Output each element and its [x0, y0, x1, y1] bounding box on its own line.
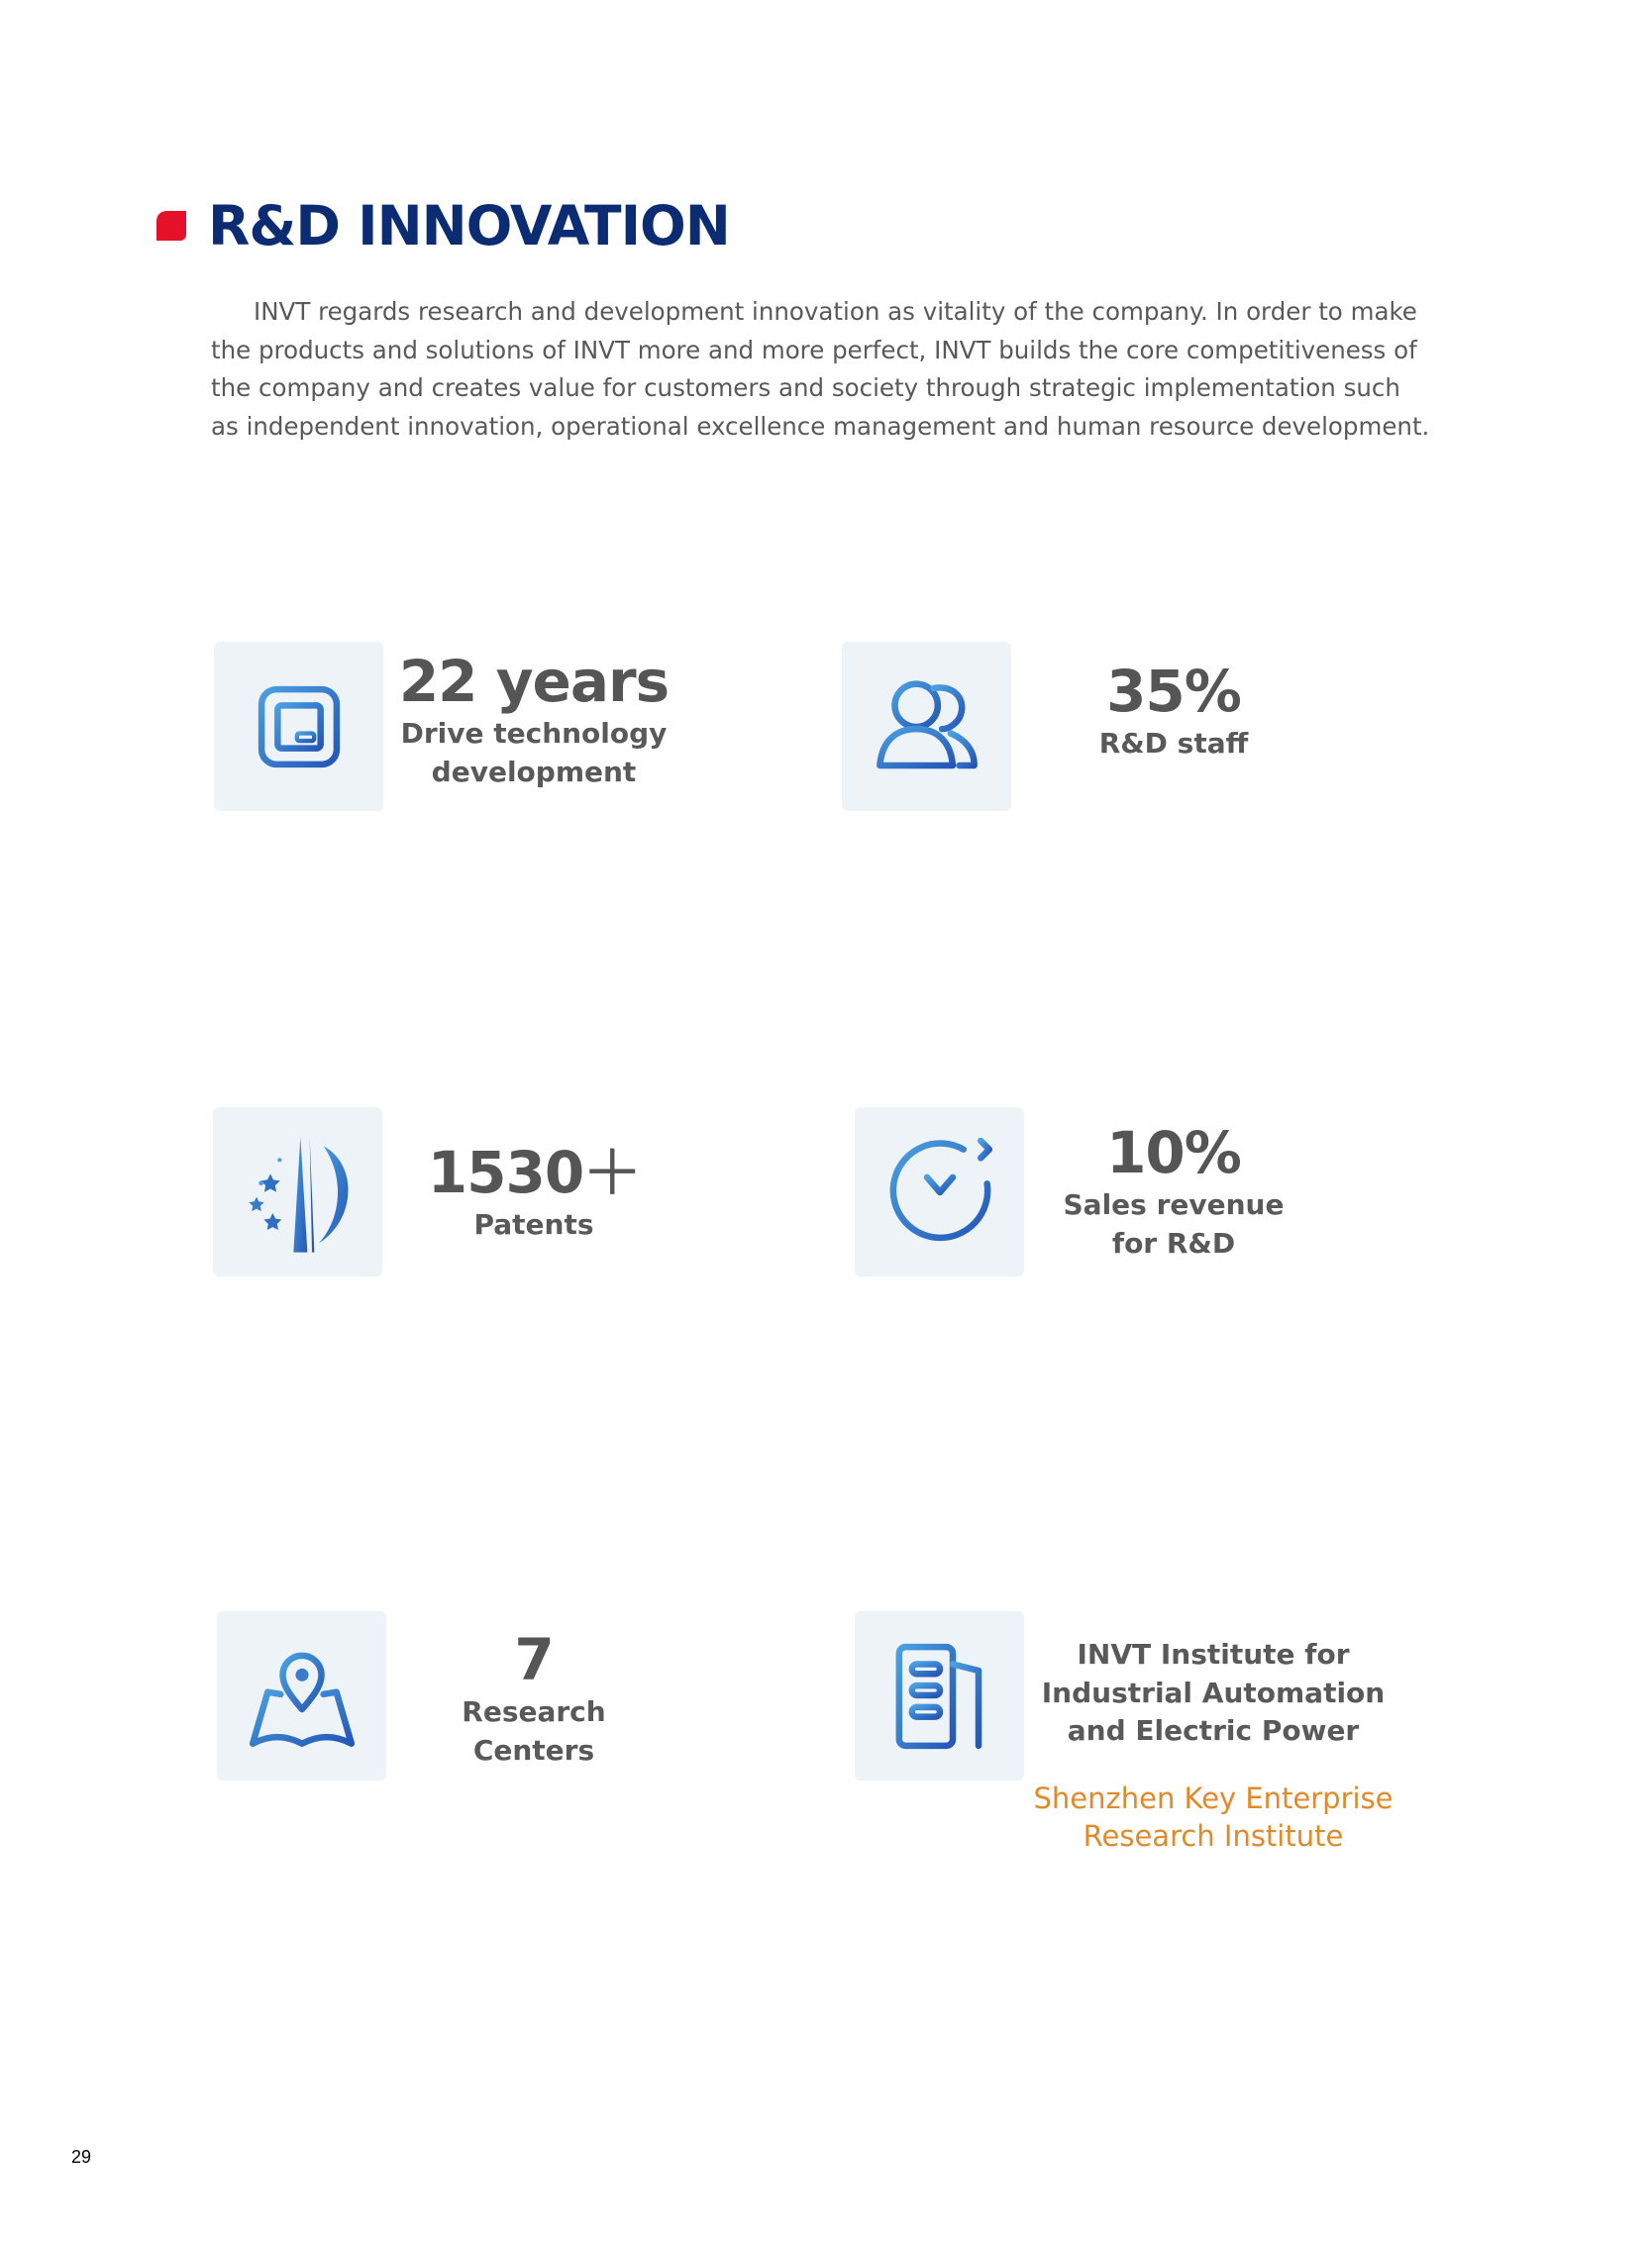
yuan-cycle-icon [876, 1128, 1004, 1257]
institute-label: INVT Institute for Industrial Automation and Electric Power [1041, 1638, 1386, 1747]
stat-label: Patents [473, 1208, 594, 1241]
people-icon-tile [842, 642, 1011, 811]
map-pin-icon-tile [217, 1611, 386, 1781]
stars-rocket-icon [229, 1123, 367, 1262]
stat-label: Research Centers [462, 1695, 606, 1767]
stars-rocket-icon-tile [213, 1107, 382, 1276]
people-icon [863, 662, 991, 791]
intro-paragraph: INVT regards research and development innovation as vitality of the company. In order to make the products and solutions of INVT more and more perfect, INVT builds the core competitiveness of the company and creates value for customers and society through strategic implementation such as independent innovation, operational excellence management and human resource development. [211, 297, 1430, 441]
stat-label: Drive technology development [400, 717, 668, 788]
stat-sales-revenue [1025, 1119, 1322, 1263]
stat-research-centers [395, 1626, 672, 1770]
chip-icon [235, 662, 363, 791]
heading-marker [156, 211, 186, 241]
yuan-cycle-icon-tile [855, 1107, 1024, 1276]
building-icon-tile [855, 1611, 1024, 1781]
page-number: 29 [71, 2147, 92, 2167]
section-heading [156, 186, 730, 265]
stat-value: 7 [514, 1626, 554, 1693]
stat-value: 1530＋ [427, 1139, 641, 1206]
stat-label: R&D staff [1098, 727, 1249, 760]
institute-sublabel: Shenzhen Key Enterprise Research Institute [1033, 1781, 1394, 1853]
chip-icon-tile [214, 642, 383, 811]
stat-years [395, 648, 672, 791]
stat-value: 35% [1106, 658, 1241, 725]
building-icon [876, 1632, 1004, 1761]
stat-value: 22 years [398, 648, 670, 715]
stat-patents [395, 1139, 672, 1245]
map-pin-icon [238, 1632, 366, 1761]
stat-value: 10% [1106, 1119, 1241, 1186]
stat-label: Sales revenue for R&D [1063, 1188, 1285, 1260]
page-title: R&D INNOVATION [208, 194, 730, 257]
stat-rd-staff [1025, 658, 1322, 764]
stat-institute [1025, 1636, 1401, 1856]
